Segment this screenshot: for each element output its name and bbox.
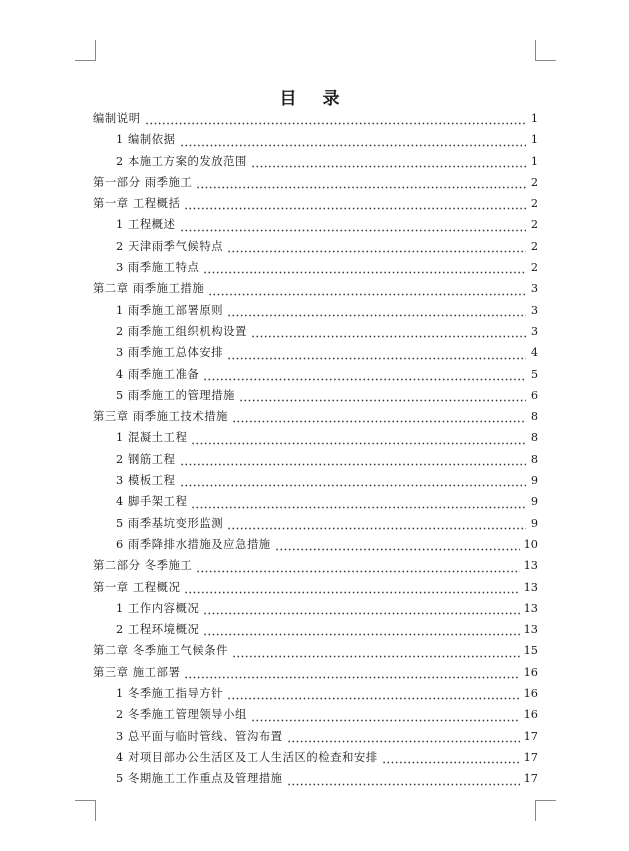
dot-leader (227, 350, 526, 360)
toc-entry-text: 1 混凝土工程 (116, 431, 188, 445)
toc-entry-page: 9 (530, 516, 538, 530)
toc-title: 目 录 (279, 89, 350, 109)
dot-leader (203, 264, 526, 274)
toc-entry[interactable] (93, 172, 538, 193)
toc-entry-page: 3 (530, 303, 538, 317)
toc-entry[interactable] (93, 768, 538, 789)
toc-entry[interactable] (93, 342, 538, 363)
toc-entry[interactable] (93, 513, 538, 534)
toc-entry-text: 1 工程概述 (116, 218, 176, 232)
toc-entry-text: 4 雨季施工准备 (116, 367, 200, 381)
dot-leader (184, 200, 526, 210)
toc-entry-text: 2 本施工方案的发放范围 (116, 154, 247, 168)
dot-leader (180, 477, 526, 487)
toc-entry-text: 1 冬季施工指导方针 (116, 687, 224, 701)
toc-entry[interactable] (93, 555, 538, 576)
toc-entry-page: 9 (530, 474, 538, 488)
dot-leader (382, 754, 520, 764)
dot-leader (145, 115, 526, 125)
crop-mark-top-left (75, 40, 96, 61)
toc-entry-page: 13 (523, 559, 538, 573)
toc-entry-text: 5 雨季基坑变形监测 (116, 516, 224, 530)
toc-entry[interactable] (93, 108, 538, 129)
toc-entry-page: 13 (523, 623, 538, 637)
toc-entry-text: 5 冬期施工工作重点及管理措施 (116, 772, 283, 786)
dot-leader (196, 563, 519, 573)
toc-entry[interactable] (93, 534, 538, 555)
toc-entry-page: 1 (530, 154, 538, 168)
toc-entry-text: 1 雨季施工部署原则 (116, 303, 224, 317)
toc-entry-page: 17 (523, 772, 538, 786)
toc-entry-page: 2 (530, 239, 538, 253)
toc-entry-page: 9 (530, 495, 538, 509)
toc-entry-text: 6 雨季降排水措施及应急措施 (116, 537, 271, 551)
toc-entry[interactable] (93, 726, 538, 747)
dot-leader (203, 605, 519, 615)
toc-entry[interactable] (93, 683, 538, 704)
toc-entry[interactable] (93, 640, 538, 661)
toc-entry-text: 4 脚手架工程 (116, 495, 188, 509)
toc-entry[interactable] (93, 257, 538, 278)
toc-entry[interactable] (93, 577, 538, 598)
toc-entry[interactable] (93, 151, 538, 172)
toc-entry-text: 第二部分 冬季施工 (93, 559, 193, 573)
toc-entry-page: 5 (530, 367, 538, 381)
toc-entry[interactable] (93, 619, 538, 640)
toc-entry-text: 3 总平面与临时管线、管沟布置 (116, 729, 283, 743)
toc-entry[interactable] (93, 598, 538, 619)
toc-entry[interactable] (93, 747, 538, 768)
toc-entry-page: 17 (523, 750, 538, 764)
dot-leader (184, 584, 519, 594)
dot-leader (208, 286, 526, 296)
toc-entry-page: 2 (530, 175, 538, 189)
toc-entry-page: 13 (523, 601, 538, 615)
toc-entry-text: 2 冬季施工管理领导小组 (116, 708, 247, 722)
toc-entry[interactable] (93, 406, 538, 427)
toc-entry[interactable] (93, 470, 538, 491)
toc-entry[interactable] (93, 236, 538, 257)
toc-entry-text: 2 天津雨季气候特点 (116, 239, 224, 253)
dot-leader (203, 371, 526, 381)
dot-leader (239, 392, 526, 402)
toc-entry-text: 4 对项目部办公生活区及工人生活区的检查和安排 (116, 750, 378, 764)
toc-entry-text: 2 工程环境概况 (116, 623, 200, 637)
toc-entry-text: 第三章 施工部署 (93, 665, 181, 679)
dot-leader (251, 712, 520, 722)
toc-entry-page: 15 (523, 644, 538, 658)
toc-entry-text: 第一章 工程概括 (93, 197, 181, 211)
toc-entry-page: 8 (530, 452, 538, 466)
crop-mark-top-right (535, 40, 556, 61)
toc-entry-page: 2 (530, 197, 538, 211)
dot-leader (203, 626, 519, 636)
toc-entry-page: 13 (523, 580, 538, 594)
dot-leader (180, 222, 526, 232)
dot-leader (180, 137, 526, 147)
dot-leader (232, 648, 520, 658)
toc-entry-page: 16 (523, 665, 538, 679)
dot-leader (251, 158, 526, 168)
toc-entry[interactable] (93, 278, 538, 299)
toc-entry[interactable] (93, 300, 538, 321)
dot-leader (287, 776, 520, 786)
table-of-contents (93, 108, 538, 790)
toc-entry-text: 第二章 冬季施工气候条件 (93, 644, 229, 658)
dot-leader (251, 328, 526, 338)
toc-entry[interactable] (93, 385, 538, 406)
toc-entry-text: 5 雨季施工的管理措施 (116, 388, 236, 402)
toc-entry-text: 3 雨季施工特点 (116, 261, 200, 275)
toc-entry[interactable] (93, 427, 538, 448)
dot-leader (275, 541, 520, 551)
toc-entry-page: 8 (530, 431, 538, 445)
toc-entry-page: 8 (530, 410, 538, 424)
toc-entry-text: 第一部分 雨季施工 (93, 175, 193, 189)
dot-leader (191, 435, 526, 445)
toc-entry-page: 10 (523, 537, 538, 551)
toc-entry-page: 3 (530, 282, 538, 296)
crop-mark-bottom-left (75, 800, 96, 821)
toc-entry-text: 2 钢筋工程 (116, 452, 176, 466)
toc-entry[interactable] (93, 662, 538, 683)
toc-entry[interactable] (93, 364, 538, 385)
dot-leader (232, 413, 526, 423)
dot-leader (287, 733, 520, 743)
toc-entry-text: 2 雨季施工组织机构设置 (116, 324, 247, 338)
dot-leader (196, 179, 526, 189)
toc-entry-text: 编制说明 (93, 112, 141, 125)
toc-entry[interactable] (93, 491, 538, 512)
toc-entry-page: 2 (530, 261, 538, 275)
toc-entry-text: 3 雨季施工总体安排 (116, 346, 224, 360)
toc-entry[interactable] (93, 193, 538, 214)
toc-entry-page: 16 (523, 708, 538, 722)
toc-entry-page: 17 (523, 729, 538, 743)
toc-entry-page: 16 (523, 687, 538, 701)
toc-entry-page: 3 (530, 324, 538, 338)
dot-leader (180, 456, 526, 466)
toc-entry[interactable] (93, 449, 538, 470)
toc-entry-text: 1 编制依据 (116, 133, 176, 147)
toc-entry[interactable] (93, 214, 538, 235)
dot-leader (191, 499, 526, 509)
toc-entry-text: 3 模板工程 (116, 474, 176, 488)
toc-entry[interactable] (93, 321, 538, 342)
toc-entry-page: 4 (530, 346, 538, 360)
toc-entry-text: 1 工作内容概况 (116, 601, 200, 615)
toc-entry-text: 第三章 雨季施工技术措施 (93, 410, 229, 424)
toc-entry-page: 2 (530, 218, 538, 232)
toc-entry-text: 第二章 雨季施工措施 (93, 282, 205, 296)
toc-entry-text: 第一章 工程概况 (93, 580, 181, 594)
dot-leader (227, 520, 526, 530)
dot-leader (227, 307, 526, 317)
toc-entry-page: 1 (530, 112, 538, 125)
toc-entry[interactable] (93, 704, 538, 725)
toc-entry[interactable] (93, 129, 538, 150)
dot-leader (227, 243, 526, 253)
dot-leader (227, 690, 519, 700)
crop-mark-bottom-right (535, 800, 556, 821)
toc-entry-page: 6 (530, 388, 538, 402)
dot-leader (184, 669, 519, 679)
toc-entry-page: 1 (530, 133, 538, 147)
